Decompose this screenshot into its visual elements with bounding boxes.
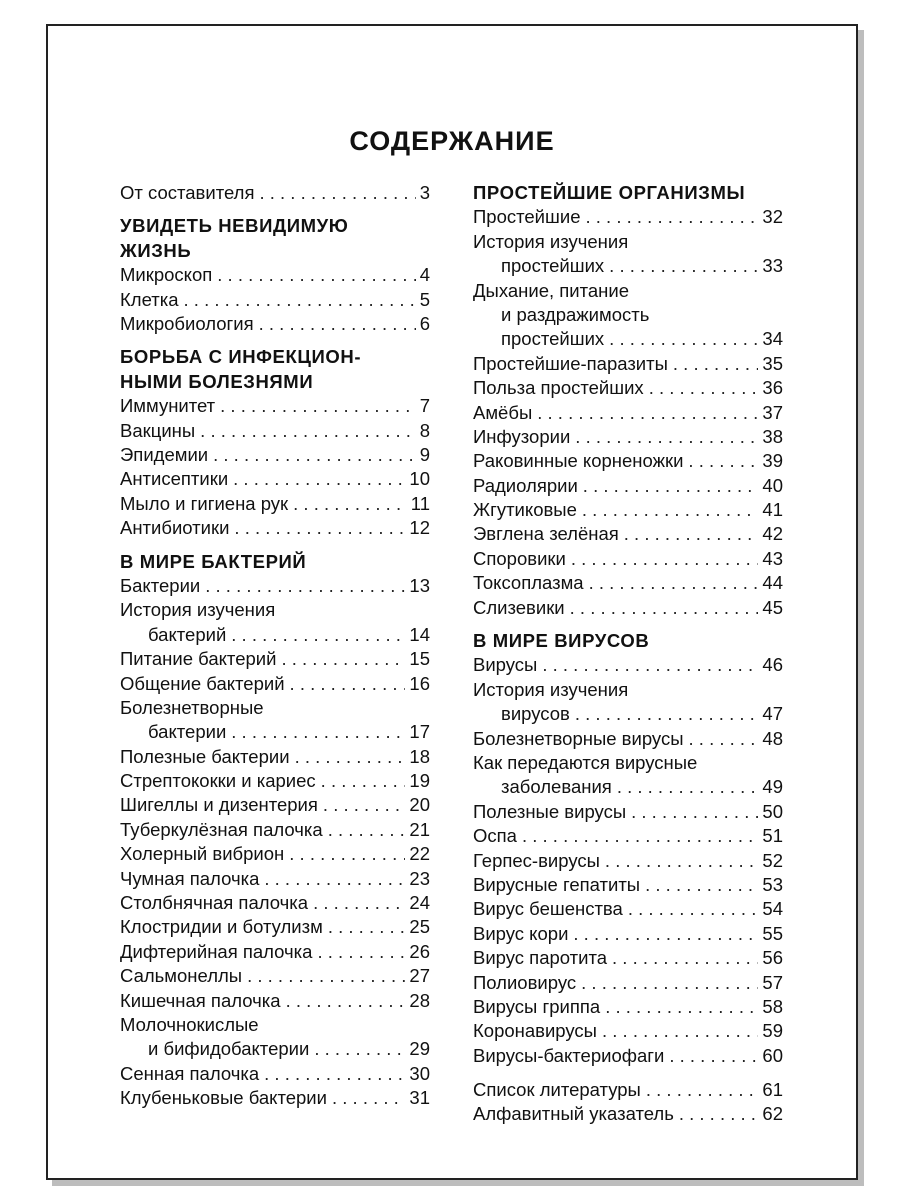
toc-entry[interactable] [473, 922, 783, 946]
toc-entry[interactable] [120, 940, 430, 964]
toc-page-number: 12 [409, 517, 430, 539]
toc-entry[interactable] [473, 376, 783, 400]
toc-page-number: 38 [762, 425, 783, 447]
toc-entry-title: Клубеньковые бактерии [120, 1087, 327, 1109]
toc-entry-title: Микробиология [120, 312, 254, 334]
toc-entry[interactable] [473, 946, 783, 970]
toc-section-heading: В МИРЕ БАКТЕРИЙ [120, 550, 307, 572]
toc-dot-leader [575, 702, 759, 726]
toc-entry-title: Чумная палочка [120, 867, 260, 889]
toc-entry-title: Раковинные корненожки [473, 450, 684, 472]
toc-section-heading: ПРОСТЕЙШИЕ ОРГАНИЗМЫ [473, 182, 746, 203]
toc-entry[interactable] [473, 1078, 783, 1102]
toc-dot-leader [289, 842, 405, 866]
toc-entry[interactable] [120, 964, 430, 988]
toc-entry-title: Вирусные гепатиты [473, 873, 641, 895]
toc-entry-title: Мыло и гигиена рук [120, 492, 289, 514]
toc-entry[interactable] [120, 1086, 430, 1110]
toc-entry[interactable] [120, 574, 430, 598]
toc-page-number: 53 [762, 873, 783, 895]
toc-entry[interactable] [120, 467, 430, 491]
toc-entry[interactable] [120, 793, 430, 817]
toc-page-number: 28 [409, 989, 430, 1011]
toc-entry[interactable] [120, 394, 430, 418]
toc-entry-title: Герпес-вирусы [473, 849, 600, 871]
toc-page-number: 19 [409, 770, 430, 792]
toc-entry-title: Вирусы гриппа [473, 995, 601, 1017]
toc-entry-title: Болезнетворные вирусы [473, 727, 684, 749]
toc-dot-leader [231, 623, 405, 647]
toc-entry[interactable] [473, 596, 783, 620]
toc-entry-title-line: Молочнокислые [120, 1013, 259, 1035]
toc-entry-title-line: и раздражимость [501, 303, 650, 325]
toc-entry-title: Полиовирус [473, 971, 577, 993]
toc-dot-leader [605, 995, 758, 1019]
toc-entry[interactable] [473, 327, 783, 351]
toc-right-column [473, 181, 783, 1127]
toc-page-number: 7 [419, 395, 430, 417]
toc-entry[interactable] [120, 915, 430, 939]
toc-entry-title: Инфузории [473, 425, 571, 447]
toc-dot-leader [328, 915, 406, 939]
toc-entry[interactable] [473, 727, 783, 751]
toc-entry[interactable] [120, 818, 430, 842]
toc-entry-title: Вирусы-бактериофаги [473, 1044, 665, 1066]
toc-page-number: 8 [419, 419, 430, 441]
toc-page-number: 59 [762, 1020, 783, 1042]
toc-entry-title: Сенная палочка [120, 1062, 260, 1084]
toc-entry-title: Дифтерийная палочка [120, 940, 313, 962]
toc-dot-leader [628, 897, 759, 921]
toc-gap [473, 1068, 783, 1078]
toc-page-number: 13 [409, 574, 430, 596]
toc-dot-leader [259, 181, 415, 205]
toc-entry-title: и бифидобактерии [148, 1038, 310, 1060]
toc-page-number: 54 [762, 898, 783, 920]
toc-entry[interactable] [473, 474, 783, 498]
toc-entry-title: Токсоплазма [473, 572, 584, 594]
toc-dot-leader [264, 867, 405, 891]
toc-page-number: 39 [762, 450, 783, 472]
toc-entry-title: Вирус кори [473, 922, 569, 944]
toc-dot-leader [669, 1044, 758, 1068]
toc-entry[interactable] [120, 181, 430, 205]
toc-entry[interactable] [473, 254, 783, 278]
toc-entry[interactable] [120, 891, 430, 915]
toc-page-number: 16 [409, 672, 430, 694]
toc-entry[interactable] [120, 263, 430, 287]
toc-entry-title: Коронавирусы [473, 1020, 597, 1042]
toc-entry[interactable] [473, 653, 783, 677]
toc-entry-title: бактерии [148, 721, 227, 743]
toc-dot-leader [570, 596, 759, 620]
toc-entry-title: Полезные бактерии [120, 745, 290, 767]
toc-entry-title: Простейшие [473, 206, 581, 228]
toc-dot-leader [313, 891, 405, 915]
toc-page-number: 37 [762, 401, 783, 423]
toc-entry-title: Антисептики [120, 468, 229, 490]
toc-page-number: 20 [409, 794, 430, 816]
toc-entry[interactable] [473, 824, 783, 848]
toc-entry-title: Жгутиковые [473, 499, 577, 521]
toc-entry-title: Кишечная палочка [120, 989, 281, 1011]
toc-entry[interactable] [120, 745, 430, 769]
toc-entry[interactable] [120, 419, 430, 443]
toc-entry-title-line: История изучения [473, 678, 629, 700]
toc-page-number: 23 [409, 867, 430, 889]
toc-page-number: 25 [409, 916, 430, 938]
toc-entry-title: Холерный вибрион [120, 843, 285, 865]
toc-page-number: 55 [762, 922, 783, 944]
toc-dot-leader [605, 849, 759, 873]
toc-dot-leader [317, 940, 405, 964]
toc-entry-title-line: Болезнетворные [120, 696, 264, 718]
toc-dot-leader [688, 449, 758, 473]
toc-entry[interactable] [473, 873, 783, 897]
toc-entry-title: Список литературы [473, 1079, 641, 1101]
toc-dot-leader [624, 522, 759, 546]
toc-entry[interactable] [120, 516, 430, 540]
toc-entry-title-line: История изучения [120, 599, 276, 621]
toc-entry[interactable] [473, 205, 783, 229]
toc-dot-leader [323, 793, 406, 817]
toc-dot-leader [213, 443, 416, 467]
toc-entry[interactable] [473, 897, 783, 921]
toc-page-number: 9 [419, 443, 430, 465]
toc-entry[interactable] [473, 995, 783, 1019]
toc-dot-leader [281, 647, 405, 671]
toc-entry-title: Эвглена зелёная [473, 523, 619, 545]
toc-entry-title: бактерий [148, 623, 227, 645]
toc-entry-title-line: История изучения [473, 230, 629, 252]
toc-dot-leader [217, 263, 415, 287]
toc-entry-title: Антибиотики [120, 517, 230, 539]
toc-entry[interactable] [473, 449, 783, 473]
toc-page-number: 46 [762, 654, 783, 676]
toc-page-number: 49 [762, 776, 783, 798]
toc-page-number: 32 [762, 206, 783, 228]
toc-dot-leader [537, 401, 758, 425]
toc-dot-leader [321, 769, 406, 793]
toc-page-number: 29 [409, 1038, 430, 1060]
toc-page-number: 44 [762, 572, 783, 594]
toc-entry[interactable] [120, 288, 430, 312]
toc-page-number: 22 [409, 843, 430, 865]
toc-page-number: 26 [409, 940, 430, 962]
page-title: СОДЕРЖАНИЕ [349, 126, 555, 156]
toc-entry-title: От составителя [120, 182, 255, 203]
toc-page-number: 58 [762, 995, 783, 1017]
toc-entry-title: вирусов [501, 703, 570, 725]
toc-page-number: 45 [762, 596, 783, 618]
toc-left-column [120, 181, 430, 1111]
toc-dot-leader [522, 824, 758, 848]
toc-entry-title: простейших [501, 328, 605, 350]
toc-dot-leader [645, 873, 758, 897]
toc-entry[interactable] [473, 522, 783, 546]
toc-page-number: 42 [762, 523, 783, 545]
toc-page-number: 4 [419, 264, 430, 286]
toc-entry[interactable] [473, 702, 783, 726]
toc-entry[interactable] [473, 775, 783, 799]
toc-page-number: 57 [762, 971, 783, 993]
toc-entry-title: Клостридии и ботулизм [120, 916, 323, 938]
toc-dot-leader [602, 1019, 758, 1043]
toc-page-number: 21 [409, 818, 430, 840]
toc-page-number: 40 [762, 474, 783, 496]
toc-dot-leader [589, 571, 759, 595]
toc-section-heading: НЫМИ БОЛЕЗНЯМИ [120, 370, 314, 392]
toc-dot-leader [295, 745, 406, 769]
toc-entry[interactable] [120, 720, 430, 744]
toc-entry-title: Туберкулёзная палочка [120, 818, 323, 840]
toc-page-number: 43 [762, 547, 783, 569]
toc-dot-leader [673, 352, 759, 376]
toc-entry-title: Иммунитет [120, 395, 216, 417]
toc-page-number: 52 [762, 849, 783, 871]
toc-entry[interactable] [120, 1037, 430, 1061]
toc-dot-leader [184, 288, 416, 312]
toc-dot-leader [689, 727, 759, 751]
toc-entry-title-line: Дыхание, питание [473, 279, 630, 301]
toc-page-number: 60 [762, 1044, 783, 1066]
toc-entry-title: Столбнячная палочка [120, 892, 309, 914]
toc-page-number: 31 [409, 1087, 430, 1109]
toc-entry-title: Эпидемии [120, 443, 209, 465]
toc-entry[interactable] [120, 623, 430, 647]
toc-entry-title: Вакцины [120, 419, 196, 441]
toc-entry-title: Амёбы [473, 401, 533, 423]
toc-entry-title: Стрептококки и кариес [120, 770, 316, 792]
toc-page-number: 33 [762, 255, 783, 277]
toc-dot-leader [234, 516, 405, 540]
toc-page-number: 6 [419, 312, 430, 334]
toc-entry[interactable] [120, 672, 430, 696]
toc-entry[interactable] [473, 571, 783, 595]
toc-dot-leader [290, 672, 406, 696]
toc-dot-leader [617, 775, 759, 799]
toc-entry[interactable] [120, 842, 430, 866]
toc-dot-leader [582, 498, 759, 522]
toc-page-number: 17 [409, 721, 430, 743]
toc-dot-leader [631, 800, 758, 824]
toc-entry[interactable] [473, 800, 783, 824]
toc-entry-title: заболевания [501, 776, 612, 798]
toc-page-number: 41 [762, 499, 783, 521]
toc-page-number: 30 [409, 1062, 430, 1084]
toc-dot-leader [581, 971, 758, 995]
toc-page-number: 24 [409, 892, 430, 914]
toc-page-number: 18 [409, 745, 430, 767]
toc-page-number: 3 [419, 182, 430, 203]
toc-page-number: 5 [419, 288, 430, 310]
toc-page-number: 11 [410, 492, 430, 514]
toc-entry-title: Простейшие-паразиты [473, 352, 668, 374]
toc-page-number: 10 [409, 468, 430, 490]
toc-entry[interactable] [473, 849, 783, 873]
toc-page-number: 51 [762, 825, 783, 847]
toc-dot-leader [259, 312, 416, 336]
toc-dot-leader [609, 327, 758, 351]
toc-page-number: 27 [409, 965, 430, 987]
toc-entry-title: Алфавитный указатель [473, 1103, 674, 1125]
toc-page-number: 36 [762, 377, 783, 399]
book-page [46, 24, 858, 1180]
toc-dot-leader [585, 205, 758, 229]
toc-page-number: 14 [409, 623, 430, 645]
toc-dot-leader [293, 492, 407, 516]
toc-entry-title: Бактерии [120, 574, 201, 596]
toc-dot-leader [220, 394, 416, 418]
toc-entry[interactable] [473, 352, 783, 376]
toc-entry[interactable] [473, 425, 783, 449]
toc-entry-title: Шигеллы и дизентерия [120, 794, 318, 816]
toc-page-number: 62 [762, 1103, 783, 1125]
toc-entry-title: Микроскоп [120, 264, 213, 286]
toc-entry[interactable] [473, 498, 783, 522]
toc-section-heading: БОРЬБА С ИНФЕКЦИОН- [120, 346, 362, 368]
toc-entry-title: Вирус бешенства [473, 898, 623, 920]
toc-entry[interactable] [473, 401, 783, 425]
toc-entry[interactable] [120, 443, 430, 467]
toc-entry[interactable] [473, 971, 783, 995]
toc-entry[interactable] [473, 1102, 783, 1126]
toc-entry[interactable] [120, 1062, 430, 1086]
toc-dot-leader [573, 922, 758, 946]
toc-page-number: 56 [762, 947, 783, 969]
toc-entry[interactable] [120, 769, 430, 793]
toc-dot-leader [679, 1102, 759, 1126]
toc-entry-title: Слизевики [473, 596, 565, 618]
toc-entry-title: Споровики [473, 547, 566, 569]
toc-dot-leader [609, 254, 758, 278]
toc-entry[interactable] [473, 1044, 783, 1068]
toc-dot-leader [575, 425, 758, 449]
toc-page-number: 48 [762, 727, 783, 749]
toc-section-heading: ЖИЗНЬ [120, 239, 192, 261]
toc-entry-title: Клетка [120, 288, 179, 310]
toc-entry[interactable] [120, 647, 430, 671]
toc-dot-leader [286, 989, 406, 1013]
toc-dot-leader [649, 376, 759, 400]
toc-page-number: 50 [762, 800, 783, 822]
toc-entry[interactable] [473, 1019, 783, 1043]
toc-entry[interactable] [473, 547, 783, 571]
toc-page-number: 61 [762, 1079, 783, 1101]
toc-section-heading: УВИДЕТЬ НЕВИДИМУЮ [120, 215, 349, 237]
toc-dot-leader [200, 419, 416, 443]
toc-dot-leader [542, 653, 758, 677]
toc-entry-title: простейших [501, 255, 605, 277]
toc-page-number: 35 [762, 352, 783, 374]
toc-dot-leader [314, 1037, 405, 1061]
toc-dot-leader [247, 964, 405, 988]
toc-page-number: 15 [409, 648, 430, 670]
toc-entry-title: Польза простейших [473, 377, 644, 399]
toc-entry-title: Оспа [473, 825, 517, 847]
toc-dot-leader [205, 574, 405, 598]
toc-entry-title-line: Как передаются вирусные [473, 752, 698, 774]
toc-dot-leader [571, 547, 759, 571]
toc-entry-title: Вирусы [473, 654, 538, 676]
toc-entry-title: Радиолярии [473, 474, 578, 496]
toc-dot-leader [646, 1078, 759, 1102]
toc-entry[interactable] [120, 312, 430, 336]
toc-entry[interactable] [120, 989, 430, 1013]
toc-section-heading: В МИРЕ ВИРУСОВ [473, 630, 650, 652]
toc-entry-title: Вирус паротита [473, 947, 608, 969]
toc-dot-leader [264, 1062, 405, 1086]
toc-entry-title: Полезные вирусы [473, 800, 627, 822]
toc-entry-title: Общение бактерий [120, 672, 285, 694]
toc-dot-leader [233, 467, 405, 491]
toc-dot-leader [332, 1086, 405, 1110]
toc-dot-leader [231, 720, 405, 744]
toc-entry[interactable] [120, 867, 430, 891]
toc-page-number: 34 [762, 328, 783, 350]
toc-dot-leader [328, 818, 406, 842]
toc-dot-leader [583, 474, 759, 498]
toc-entry-title: Питание бактерий [120, 648, 277, 670]
toc-entry[interactable] [120, 492, 430, 516]
toc-page-number: 47 [762, 703, 783, 725]
toc-dot-leader [612, 946, 758, 970]
toc-entry-title: Сальмонеллы [120, 965, 243, 987]
